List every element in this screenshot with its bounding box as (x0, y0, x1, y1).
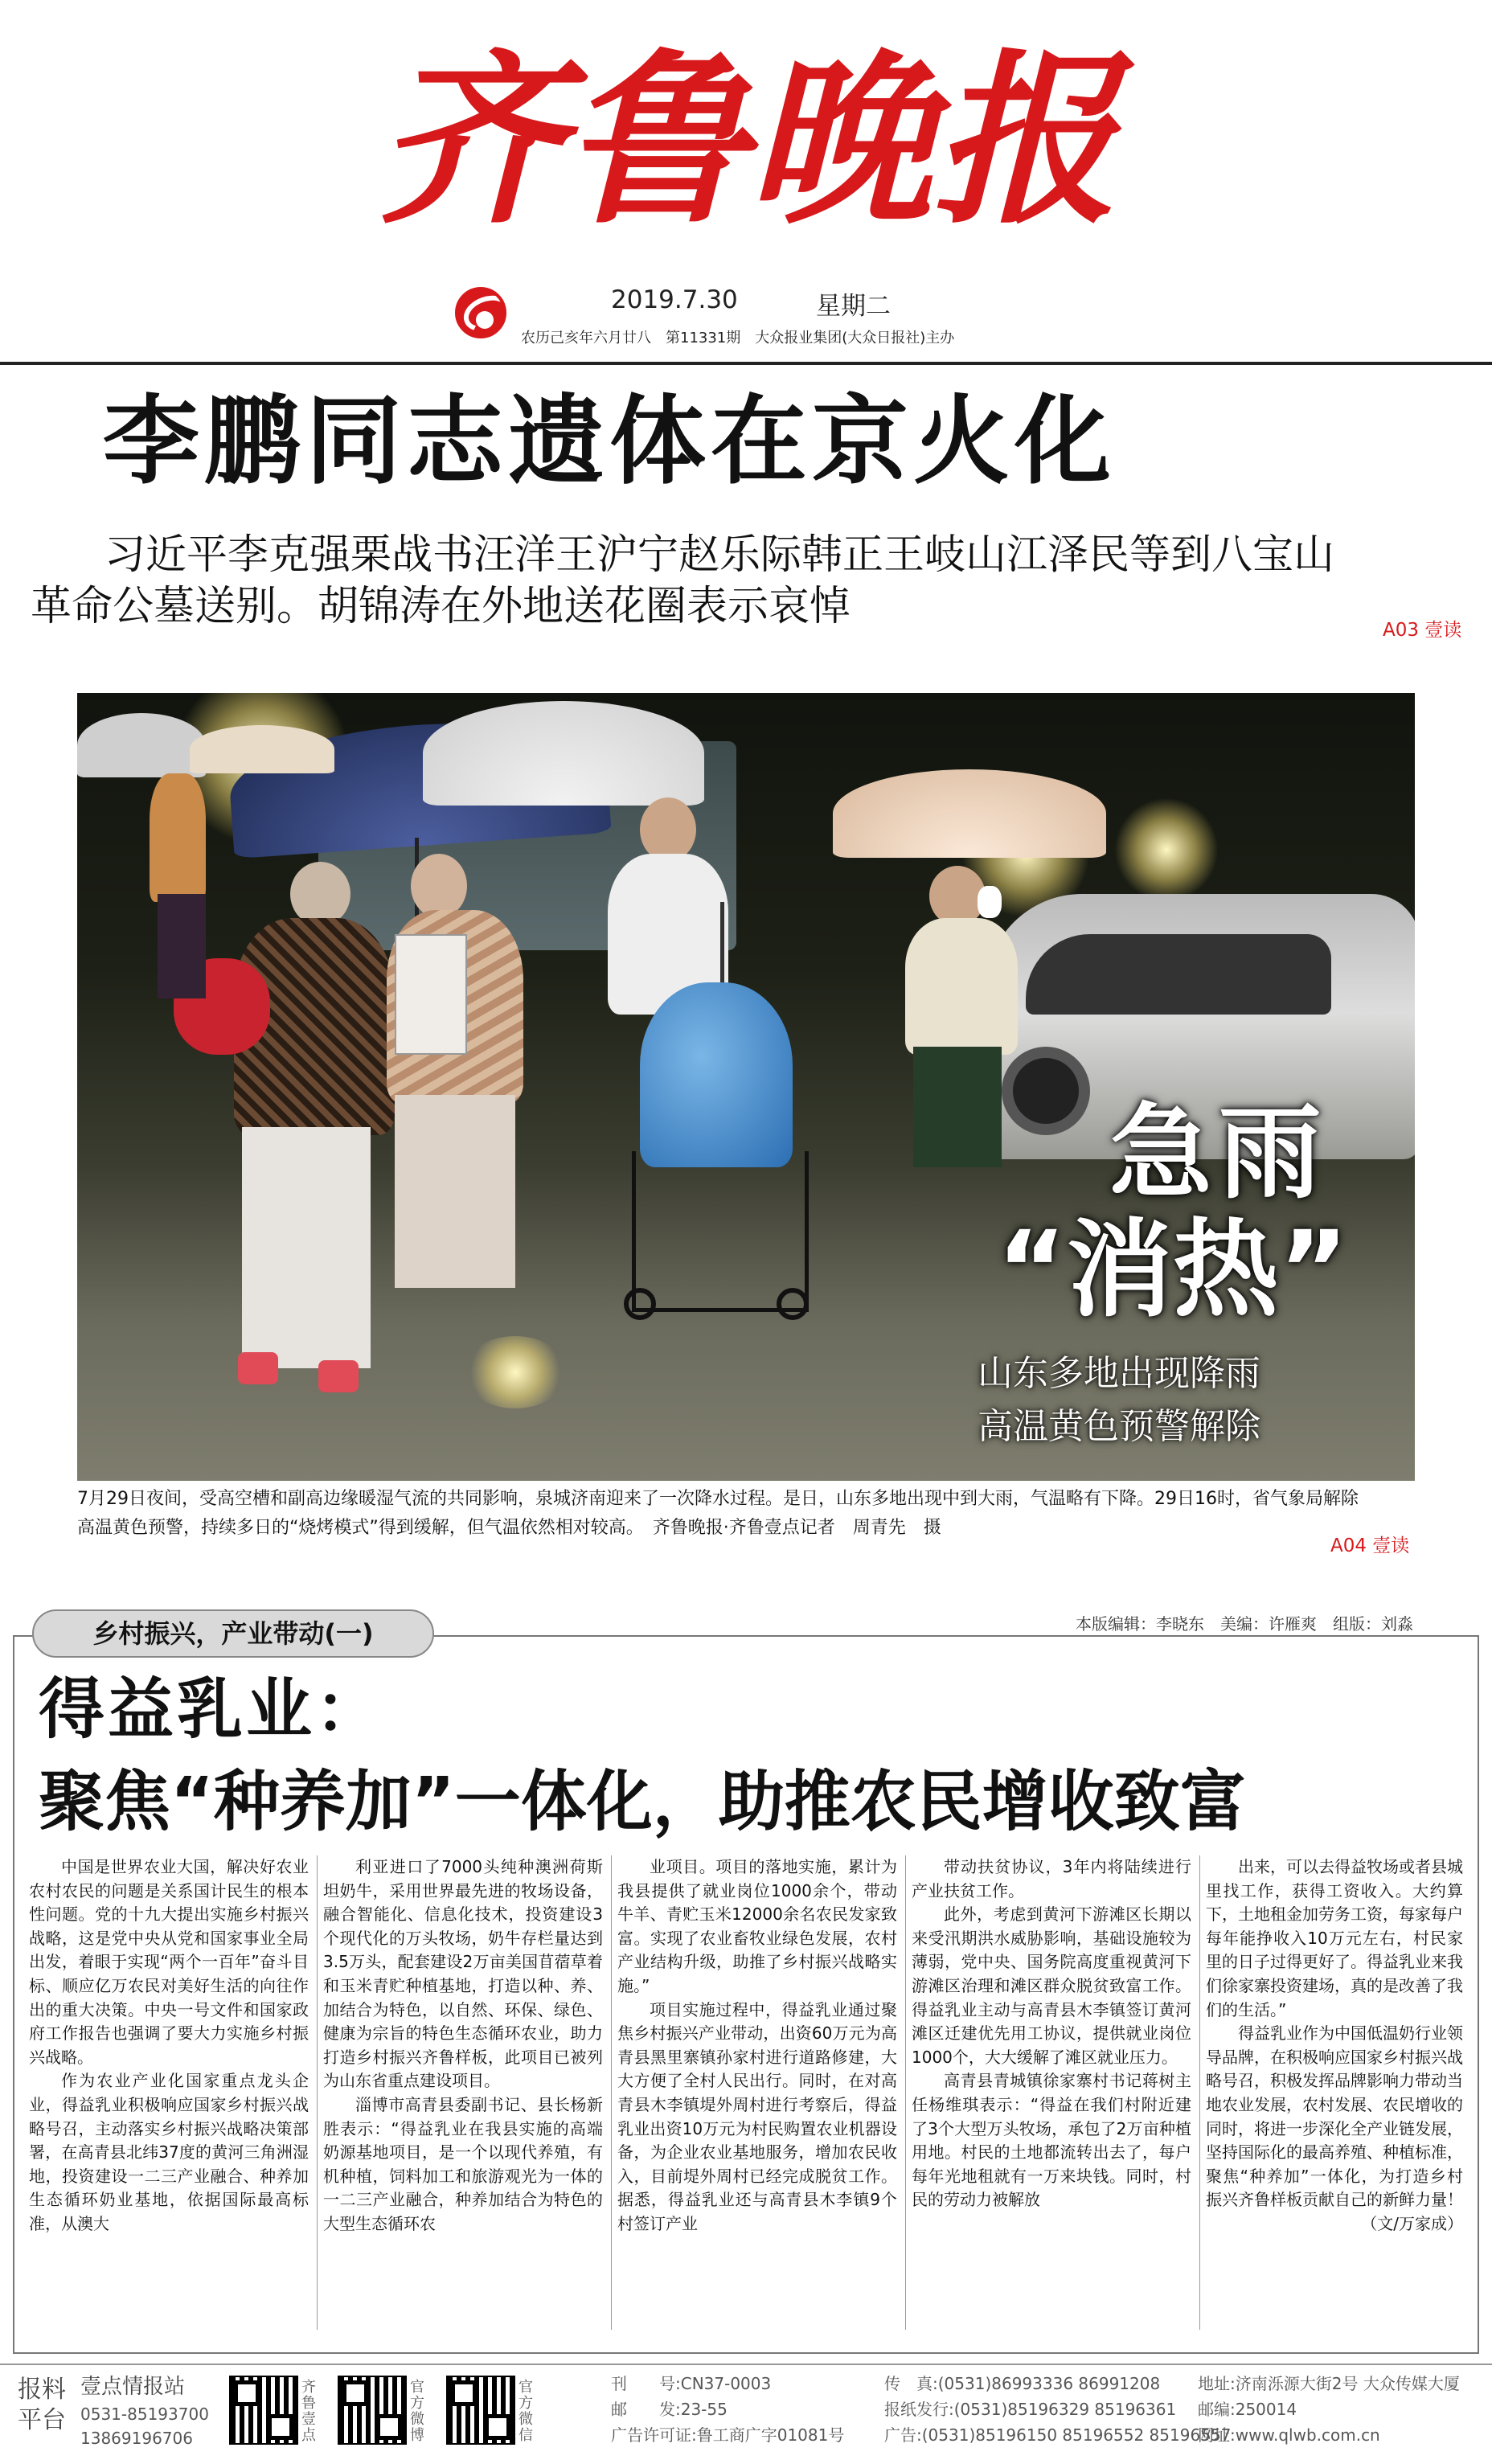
photo-page-jump[interactable]: A04 壹读 (1330, 1535, 1410, 1556)
column-divider (1199, 1855, 1200, 2330)
qr-code-icon[interactable] (446, 2376, 515, 2445)
qr-label: 官方微信 (519, 2379, 533, 2444)
feature-title-line-1: 得益乳业： (39, 1671, 385, 1748)
newspaper-logo-icon (455, 287, 506, 338)
address-line: 地址:济南泺源大街2号 大众传媒大厦 (1198, 2374, 1460, 2393)
photo-title-line-1: 急雨 (1109, 1093, 1329, 1213)
photo-caption-line-2: 高温黄色预警，持续多日的“烧烤模式”得到缓解，但气温依然相对较高。 齐鲁晚报·齐鲁壹点记者 周青先 摄 (77, 1518, 941, 1538)
feature-tag: 乡村振兴，产业带动(一) (32, 1609, 434, 1658)
article-paragraph: 带动扶贫协议，3年内将陆续进行产业扶贫工作。 (912, 1857, 1191, 1900)
article-paragraph: 项目实施过程中，得益乳业通过聚焦乡村振兴产业带动，出资60万元为高青县黑里寨镇孙家村进行道路修建，大大方便了全村人民出行。同时，在对高青县木李镇堤外周村进行考察后，得益乳业出资10万元为村民购置农业机器设备，为企业农业基地服务，增加农民收入，目前堤外周村已经完成脱贫工作。据悉，得益乳业还与高青县木李镇9个村签订产业 (617, 1999, 897, 2233)
photo-caption-line-1: 7月29日夜间，受高空槽和副高边缘暖湿气流的共同影响，泉城济南迎来了一次降水过程。是日，山东多地出现中到大雨，气温略有下降。29日16时，省气象局解除 (77, 1489, 1359, 1509)
qr-code-icon[interactable] (338, 2376, 407, 2445)
article-paragraph: 业项目。项目的落地实施，累计为我县提供了就业岗位1000余个，带动牛羊、青贮玉米12000余名农民发家致富。实现了农业畜牧业绿色发展，农村产业结构升级，助推了乡村振兴战略实施。” (617, 1857, 897, 1995)
article-column-5 (1206, 1855, 1463, 2331)
hotline-phone-2[interactable]: 13869196706 (80, 2429, 193, 2448)
masthead-divider (0, 362, 1492, 365)
column-divider (611, 1855, 612, 2330)
headline-page-jump[interactable]: A03 壹读 (1383, 620, 1462, 641)
article-paragraph: 高青县青城镇徐家寨村书记蒋树主任杨维琪表示：“得益在我们村附近建了3个大型万头牧场，承包了2万亩种植用地。村民的土地都流转出去了，每户每年光地租就有一万来块钱。同时，村民的劳动力被解放 (912, 2071, 1191, 2210)
main-headline: 李鹏同志遗体在京火化 (103, 386, 1116, 498)
article-paragraph: 淄博市高青县委副书记、县长杨新胜表示：“得益乳业在我县实施的高端奶源基地项目，是一个以现代养殖，有机种植，饲料加工和旅游观光为一体的一二三产业融合，种养加结合为特色的大型生态循环农 (323, 2094, 603, 2233)
qr-label: 官方微博 (410, 2379, 424, 2444)
distribution-line: 报纸发行:(0531)85196329 85196361 (884, 2400, 1177, 2419)
subheadline-line-1: 习近平李克强栗战书汪洋王沪宁赵乐际韩正王岐山江泽民等到八宝山 (105, 531, 1335, 579)
article-column-4 (912, 1855, 1191, 2331)
article-paragraph: 中国是世界农业大国，解决好农业农村农民的问题是关系国计民生的根本性问题。党的十九大提出实施乡村振兴战略，这是党中央从党和国家事业全局出发，着眼于实现“两个一百年”奋斗目标、顺应亿万农民对美好生活的向往作出的重大决策。中央一号文件和国家政府工作报告也强调了要大力实施乡村振兴战略。 (29, 1857, 309, 2067)
photo-subtitle-line-1: 山东多地出现降雨 (978, 1353, 1260, 1394)
article-byline: （文/万家成） (1361, 2213, 1463, 2233)
article-paragraph: 此外，考虑到黄河下游滩区长期以来受汛期洪水威胁影响，基础设施较为薄弱，党中央、国务院高度重视黄河下游滩区治理和滩区群众脱贫致富工作。得益乳业主动与高青县木李镇签订黄河滩区迁建优先用工协议，提供就业岗位1000个，大大缓解了滩区就业压力。 (912, 1904, 1191, 2067)
editor-credits: 本版编辑：李晓东 美编：许雁爽 组版：刘淼 (1076, 1614, 1413, 1634)
photo-subtitle-line-2: 高温黄色预警解除 (978, 1406, 1260, 1447)
ad-phone-line: 广告:(0531)85196150 85196552 85196557 (884, 2425, 1232, 2445)
website-link[interactable]: 网址:www.qlwb.com.cn (1198, 2425, 1380, 2445)
column-divider (905, 1855, 906, 2330)
issue-date: 2019.7.30 (611, 285, 738, 314)
postal-code: 邮 发:23-55 (611, 2400, 728, 2419)
article-column-1 (29, 1855, 309, 2331)
article-paragraph: 出来，可以去得益牧场或者县城里找工作，获得工资收入。大约算下，土地租金加劳务工资，每家每户每年能挣收入10万元左右，村民家里的日子过得更好了。得益乳业来我们徐家寨投资建场，真的是改善了我们的生活。” (1206, 1857, 1463, 2019)
publication-number: 刊 号:CN37-0003 (611, 2374, 772, 2393)
hotline-label: 报料 平台 (18, 2376, 66, 2434)
issue-info: 农历己亥年六月廿八 第11331期 大众报业集团(大众日报社)主办 (521, 330, 955, 346)
qr-code-icon[interactable] (229, 2376, 298, 2445)
article-paragraph: 利亚进口了7000头纯种澳洲荷斯坦奶牛，采用世界最先进的牧场设备，融合智能化、信息化技术，投资建设3个现代化的万头牧场，奶牛存栏量达到3.5万头，配套建设2万亩美国苜蓿草着和玉米青贮种植基地，打造以种、养、加结合为特色，以自然、环保、绿色、健康为宗旨的特色生态循环农业，助力打造乡村振兴齐鲁样板，此项目已被列为山东省重点建设项目。 (323, 1857, 603, 2091)
ad-license: 广告许可证:鲁工商广字01081号 (611, 2425, 845, 2445)
article-column-2 (323, 1855, 603, 2331)
qr-label: 齐鲁壹点 (301, 2379, 316, 2444)
masthead-title: 齐鲁晚报 (378, 32, 1117, 249)
zip-line: 邮编:250014 (1198, 2400, 1297, 2419)
column-divider (317, 1855, 318, 2330)
hotline-name: 壹点情报站 (80, 2375, 186, 2399)
article-paragraph: 作为农业产业化国家重点龙头企业，得益乳业积极响应国家乡村振兴战略号召，主动落实乡村振兴战略决策部署，在高青县北纬37度的黄河三角洲湿地，投资建设一二三产业融合、种养加生态循环奶业基地，依据国际最高标准，从澳大 (29, 2071, 309, 2233)
photo-title-line-2: “消热” (997, 1208, 1349, 1332)
hotline-phone-1[interactable]: 0531-85193700 (80, 2405, 209, 2424)
footer-divider (0, 2364, 1492, 2365)
issue-weekday: 星期二 (816, 292, 891, 321)
subheadline-line-2: 革命公墓送别。胡锦涛在外地送花圈表示哀悼 (31, 583, 851, 630)
feature-title-line-2: 聚焦“种养加”一体化，助推农民增收致富 (39, 1764, 1246, 1840)
fax-line: 传 真:(0531)86993336 86991208 (884, 2374, 1161, 2393)
article-paragraph: 得益乳业作为中国低温奶行业领导品牌，在积极响应国家乡村振兴战略号召，积极发挥品牌影响力带动当地农业发展，农村发展、农民增收的同时，将进一步深化全产业链发展，坚持国际化的最高养殖、种植标准，聚焦“种养加”一体化，为打造乡村振兴齐鲁样板贡献自己的新鲜力量！ (1206, 2023, 1463, 2210)
article-column-3 (617, 1855, 897, 2331)
